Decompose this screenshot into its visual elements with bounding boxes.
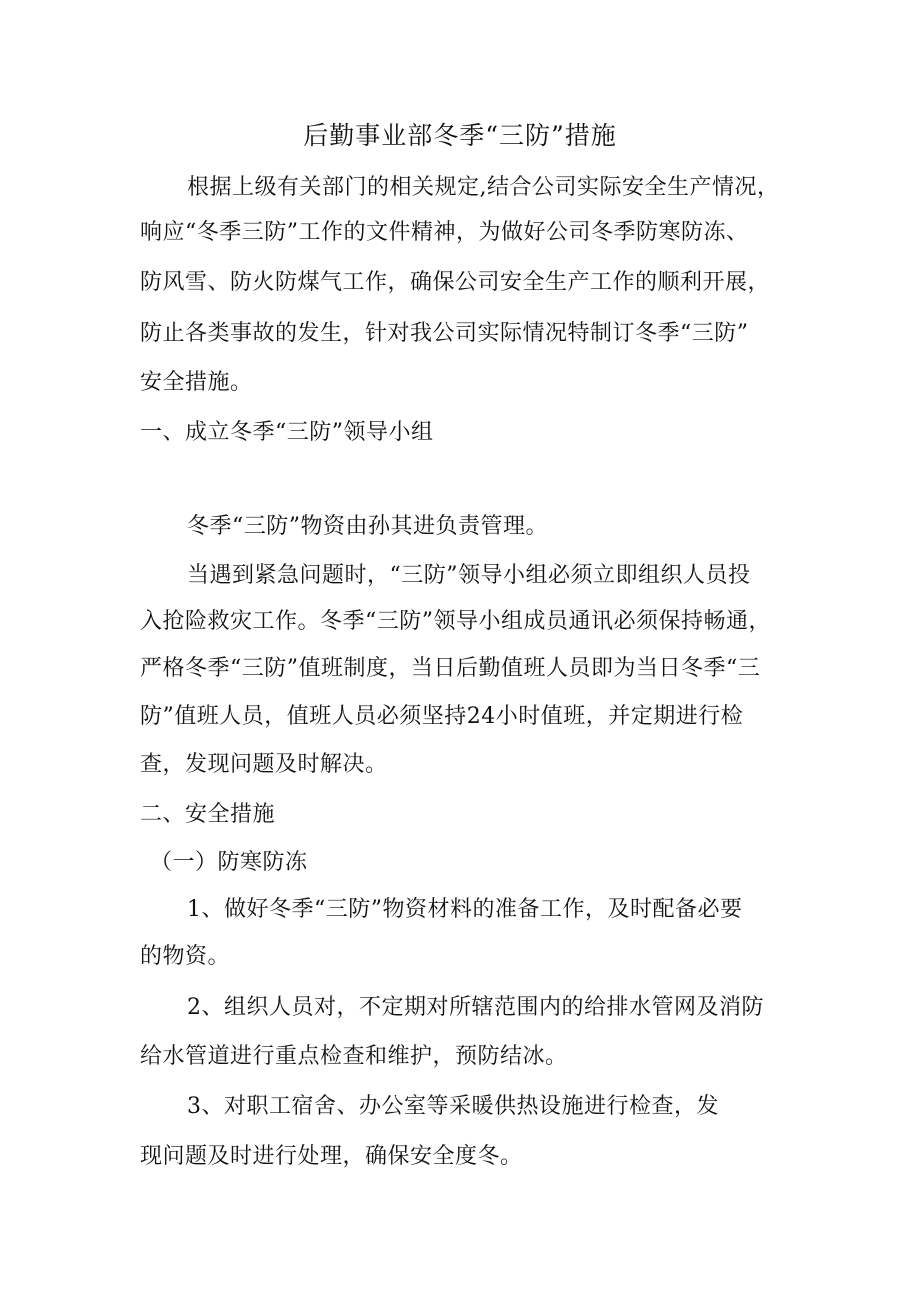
paragraph-line: 冬季“三防”物资由孙其进负责管理。	[187, 514, 548, 539]
document-title: 后勤事业部冬季“三防”措施	[303, 121, 617, 150]
paragraph-line: 防风雪、防火防煤气工作，确保公司安全生产工作的顺利开展，	[140, 270, 771, 295]
list-item-line: 的物资。	[140, 944, 231, 969]
paragraph-line: 根据上级有关部门的相关规定,结合公司实际安全生产情况，	[187, 175, 780, 200]
paragraph-line: 当遇到紧急问题时，“三防”领导小组必须立即组织人员投	[187, 563, 751, 588]
paragraph-line: 防”值班人员，值班人员必须坚持24小时值班，并定期进行检	[140, 704, 744, 729]
paragraph-line: 严格冬季“三防”值班制度，当日后勤值班人员即为当日冬季“三	[140, 656, 761, 681]
list-item-line: 现问题及时进行处理，确保安全度冬。	[140, 1144, 523, 1169]
paragraph-line: 响应“冬季三防”工作的文件精神，为做好公司冬季防寒防冻、	[140, 220, 749, 245]
subsection-heading: （一）防寒防冻	[150, 850, 308, 875]
paragraph-line: 安全措施。	[140, 370, 253, 395]
paragraph-line: 入抢险救灾工作。冬季“三防”领导小组成员通讯必须保持畅通，	[140, 609, 771, 634]
paragraph-line: 防止各类事故的发生，针对我公司实际情况特制订冬季“三防”	[140, 321, 749, 346]
section-heading: 二、安全措施	[140, 802, 276, 827]
list-item-line: 给水管道进行重点检查和维护，预防结冰。	[140, 1044, 568, 1069]
list-item-line: 2、组织人员对，不定期对所辖范围内的给排水管网及消防	[187, 995, 764, 1020]
list-item-line: 1、做好冬季“三防”物资材料的准备工作，及时配备必要	[187, 897, 743, 922]
section-heading: 一、成立冬季“三防”领导小组	[140, 420, 434, 445]
paragraph-line: 查，发现问题及时解决。	[140, 752, 388, 777]
list-item-line: 3、对职工宿舍、办公室等采暖供热设施进行检查，发	[187, 1094, 719, 1119]
